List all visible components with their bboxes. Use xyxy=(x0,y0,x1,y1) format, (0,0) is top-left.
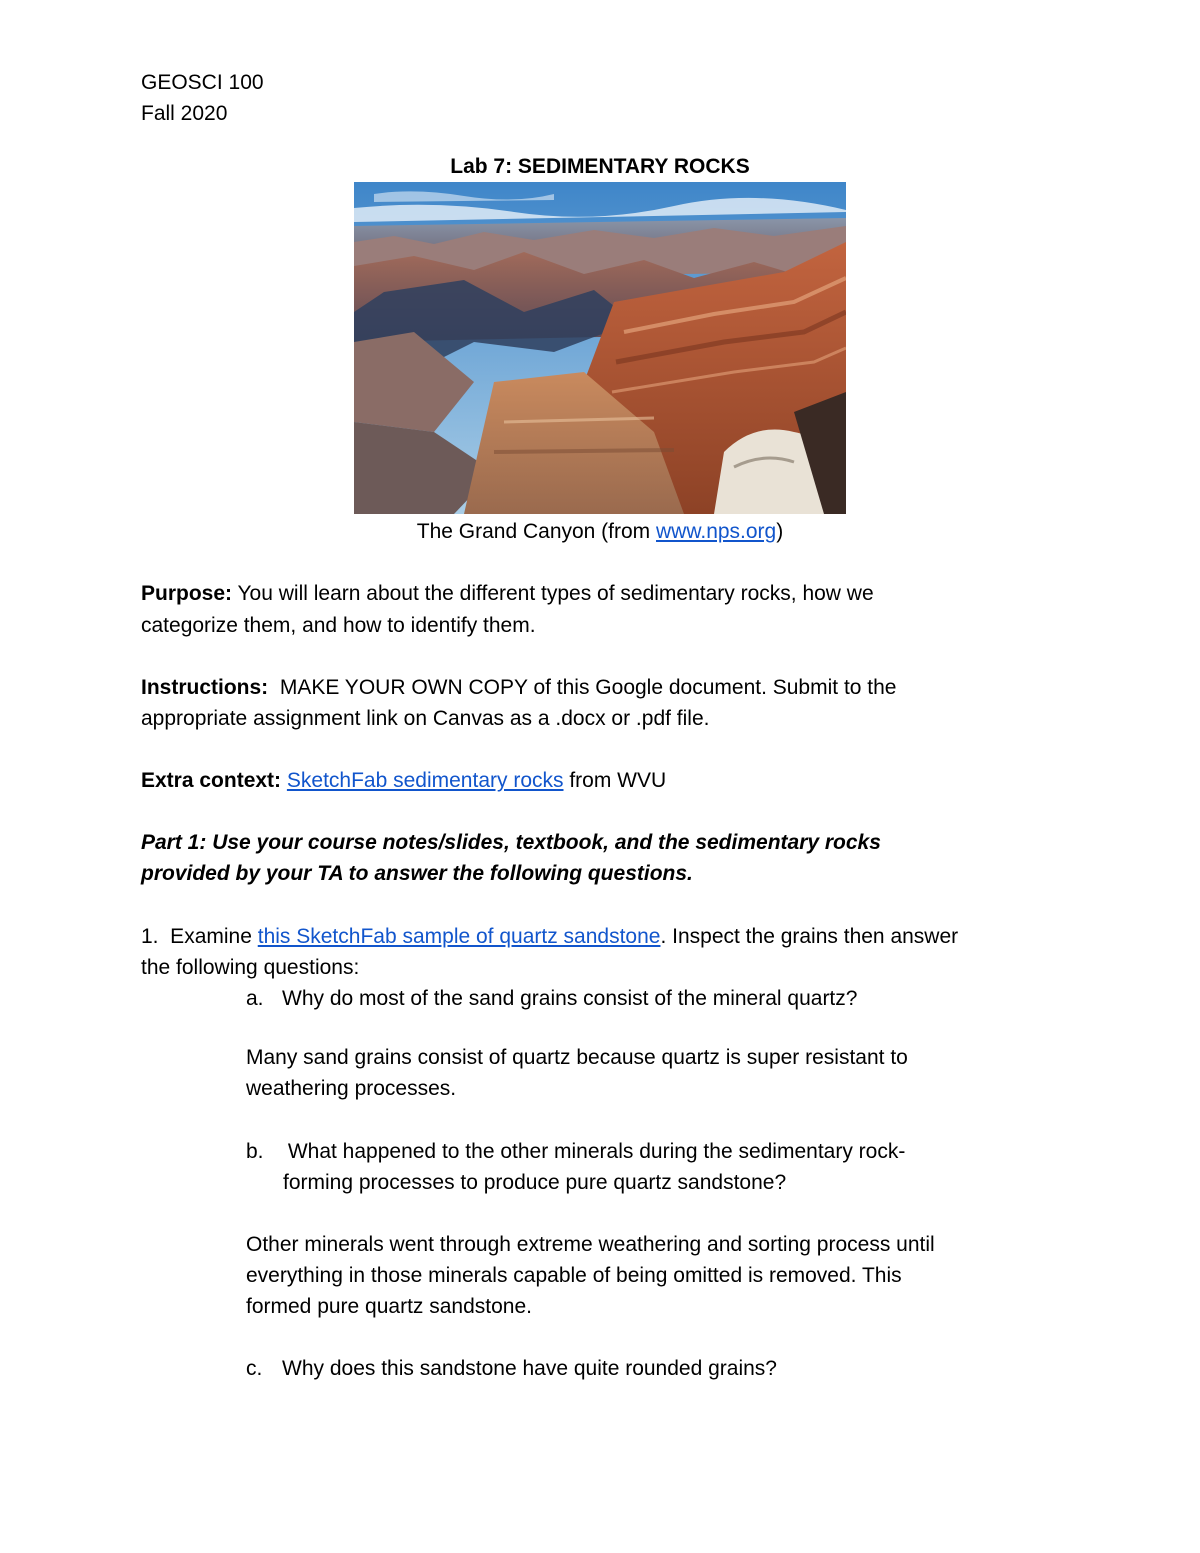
extra-context-paragraph xyxy=(141,765,666,796)
caption-suffix: ) xyxy=(776,520,784,543)
part1-heading-line2: provided by your TA to answer the following questions. xyxy=(141,862,693,885)
nps-link[interactable]: www.nps.org xyxy=(656,520,777,543)
instructions-label: Instructions: xyxy=(141,676,269,699)
lab-title: Lab 7: SEDIMENTARY ROCKS xyxy=(450,155,750,178)
answer1a-line2: weathering processes. xyxy=(246,1077,457,1100)
caption-text: The Grand Canyon (from xyxy=(416,520,657,543)
sketchfab-sedimentary-link[interactable]: SketchFab sedimentary rocks xyxy=(286,769,564,792)
answer1a-line1: Many sand grains consist of quartz because quartz is super resistant to xyxy=(246,1046,908,1069)
purpose-text-line1: You will learn about the different types of sedimentary rocks, how we xyxy=(232,582,874,605)
question1b xyxy=(246,1136,905,1167)
answer1b-line3: formed pure quartz sandstone. xyxy=(246,1295,533,1318)
course-term: Fall 2020 xyxy=(141,102,228,125)
instructions-text-line2: appropriate assignment link on Canvas as a .docx or .pdf file. xyxy=(141,707,710,730)
question1b-text-line1: What happened to the other minerals during the sedimentary rock- xyxy=(282,1140,906,1163)
question1-line2: the following questions: xyxy=(141,956,360,979)
grand-canyon-photo xyxy=(354,182,846,514)
course-name: GEOSCI 100 xyxy=(141,71,264,94)
extra-context-suffix: from WVU xyxy=(563,769,667,792)
question1 xyxy=(141,921,958,952)
extra-context-label: Extra context: xyxy=(141,769,282,792)
answer1b-line2: everything in those minerals capable of being omitted is removed. This xyxy=(246,1264,902,1287)
question1a-marker: a. xyxy=(246,987,264,1010)
question1c xyxy=(246,1353,777,1384)
question1-prefix: 1. Examine xyxy=(141,925,258,948)
purpose-paragraph xyxy=(141,578,874,609)
purpose-text-line2: categorize them, and how to identify them. xyxy=(141,614,536,637)
part1-heading-line1: Part 1: Use your course notes/slides, textbook, and the sedimentary rocks xyxy=(141,831,881,854)
instructions-text-line1: MAKE YOUR OWN COPY of this Google document. Submit to the xyxy=(268,676,897,699)
question1b-text-line2: forming processes to produce pure quartz sandstone? xyxy=(283,1171,787,1194)
purpose-label: Purpose: xyxy=(141,582,233,605)
question1a xyxy=(246,983,857,1014)
quartz-sandstone-link[interactable]: this SketchFab sample of quartz sandstone xyxy=(257,925,661,948)
question1c-marker: c. xyxy=(246,1357,263,1380)
figure-caption xyxy=(0,516,1200,547)
question1a-text: Why do most of the sand grains consist of the mineral quartz? xyxy=(282,987,858,1010)
instructions-paragraph xyxy=(141,672,896,703)
question1c-text: Why does this sandstone have quite rounded grains? xyxy=(282,1357,777,1380)
question1-suffix: . Inspect the grains then answer xyxy=(660,925,959,948)
question1b-marker: b. xyxy=(246,1140,264,1163)
answer1b-line1: Other minerals went through extreme weathering and sorting process until xyxy=(246,1233,935,1256)
